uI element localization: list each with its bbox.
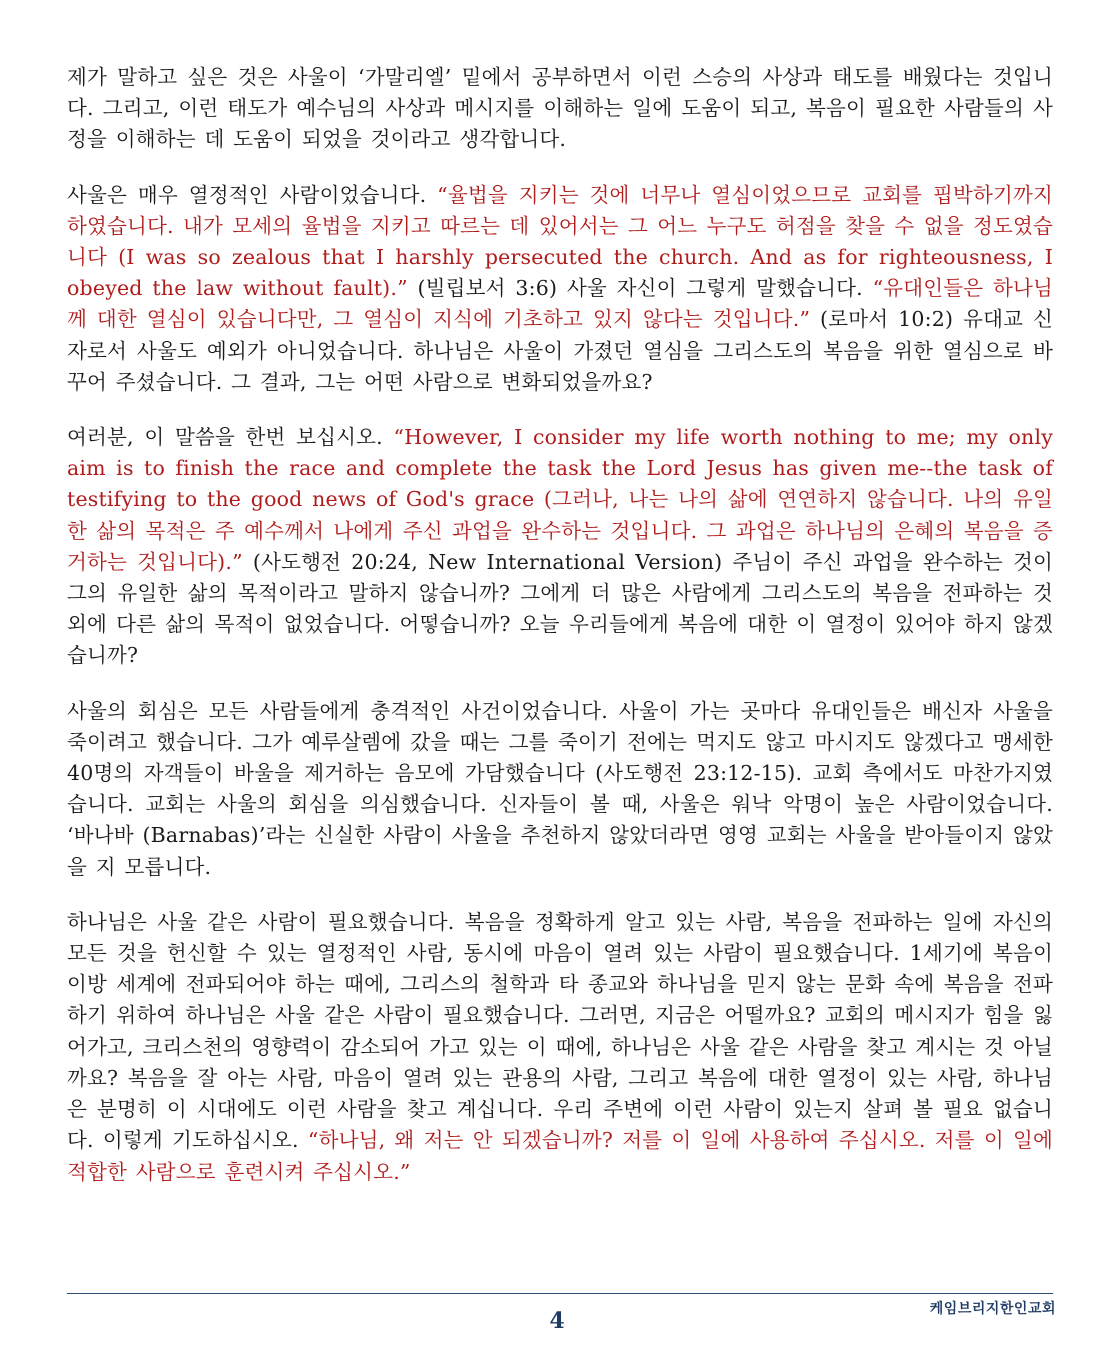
document-body <box>67 62 1053 1212</box>
romans-quote: “유대인들은 하나님께 대한 열심이 있습니다만, 그 열심이 지식에 기초하고 있지 않다는 것입니다.” <box>67 276 1053 332</box>
paragraph-5 <box>67 907 1053 1188</box>
paragraph-2-text-c: (로마서 10:2) 유대교 신자로서 사울도 예외가 아니었습니다. 하나님은 사울이 가졌던 열심을 그리스도의 복음을 위한 열심으로 바꾸어 주셨습니다. 그 결과, 그는 어떤 사람으로 변화되었을까요? <box>67 307 1053 394</box>
paragraph-2-text-b: (빌립보서 3:6) 사울 자신이 그렇게 말했습니다. <box>407 276 873 301</box>
paragraph-4-text: 사울의 회심은 모든 사람들에게 충격적인 사건이었습니다. 사울이 가는 곳마다 유대인들은 배신자 사울을 죽이려고 했습니다. 그가 예루살렘에 갔을 때는 그를 죽이기 전에는 먹지도 않고 마시지도 않겠다고 맹세한 40명의 자객들이 바울을 제거하는 음모에 가담했습니다 (사도행전 23:12-15). 교회 측에서도 마찬가지였습니다. 교회는 사울의 회심을 의심했습니다. 신자들이 볼 때, 사울은 워낙 악명이 높은 사람이었습니다. ‘바나바 (Barnabas)’라는 신실한 사람이 사울을 추천하지 않았더라면 영영 교회는 사울을 받아들이지 않았을 지 모릅니다. <box>67 698 1053 879</box>
paragraph-4 <box>67 696 1053 883</box>
page-number: 4 <box>549 1308 565 1334</box>
footer-divider <box>67 1293 1053 1294</box>
paragraph-2 <box>67 180 1053 398</box>
paragraph-1-text: 제가 말하고 싶은 것은 사울이 ‘가말리엘’ 밑에서 공부하면서 이런 스승의 사상과 태도를 배웠다는 것입니다. 그리고, 이런 태도가 예수님의 사상과 메시지를 이해하는 일에 도움이 되고, 복음이 필요한 사람들의 사정을 이해하는 데 도움이 되었을 것이라고 생각합니다. <box>67 65 1053 152</box>
paragraph-2-text-a: 사울은 매우 열정적인 사람이었습니다. <box>67 182 438 207</box>
paragraph-3-text-b: (사도행전 20:24, New International Version) 주님이 주신 과업을 완수하는 것이 그의 유일한 삶의 목적이라고 말하지 않습니까? 그에게 더 많은 사람에게 그리스도의 복음을 전파하는 것 외에 다른 삶의 목적이 없었습니다. 어떻습니까? 오늘 우리들에게 복음에 대한 이 열정이 있어야 하지 않겠습니까? <box>67 549 1053 668</box>
church-name: 케임브리지한인교회 <box>929 1301 1056 1317</box>
paragraph-5-text: 하나님은 사울 같은 사람이 필요했습니다. 복음을 정확하게 알고 있는 사람, 복음을 전파하는 일에 자신의 모든 것을 헌신할 수 있는 열정적인 사람, 동시에 마음이 열려 있는 사람이 필요했습니다. 1세기에 복음이 이방 세계에 전파되어야 하는 때에, 그리스의 철학과 타 종교와 하나님을 믿지 않는 문화 속에 복음을 전파하기 위하여 하나님은 사울 같은 사람이 필요했습니다. 그러면, 지금은 어떨까요? 교회의 메시지가 힘을 잃어가고, 크리스천의 영향력이 감소되어 가고 있는 이 때에, 하나님은 사울 같은 사람을 찾고 계시는 것 아닐까요? 복음을 잘 아는 사람, 마음이 열려 있는 관용의 사람, 그리고 복음에 대한 열정이 있는 사람, 하나님은 분명히 이 시대에도 이런 사람을 찾고 계십니다. 우리 주변에 이런 사람이 있는지 살펴 볼 필요 없습니다. 이렇게 기도하십시오. <box>67 909 1053 1153</box>
philippians-quote: “율법을 지키는 것에 너무나 열심이었으므로 교회를 핍박하기까지 하였습니다. 내가 모세의 율법을 지키고 따르는 데 있어서는 그 어느 누구도 허점을 찾을 수 없을 정도였습니다 (I was so zealous that I harshly persecuted the church. And as for righteousness, I obeyed the law without fault).” <box>67 182 1053 301</box>
paragraph-3 <box>67 422 1053 672</box>
paragraph-1 <box>67 62 1053 156</box>
paragraph-3-text-a: 여러분, 이 말씀을 한번 보십시오. <box>67 425 394 450</box>
acts-quote: “However, I consider my life worth nothing to me; my only aim is to finish the race and complete the task the Lord Jesus has given me--the task of testifying to the good news of God's grace (그러나, 나는 나의 삶에 연연하지 않습니다. 나의 유일한 삶의 목적은 주 예수께서 나에게 주신 과업을 완수하는 것입니다. 그 과업은 하나님의 은혜의 복음을 증거하는 것입니다).” <box>67 425 1053 574</box>
prayer-quote: “하나님, 왜 저는 안 되겠습니까? 저를 이 일에 사용하여 주십시오. 저를 이 일에 적합한 사람으로 훈련시켜 주십시오.” <box>67 1128 1053 1184</box>
